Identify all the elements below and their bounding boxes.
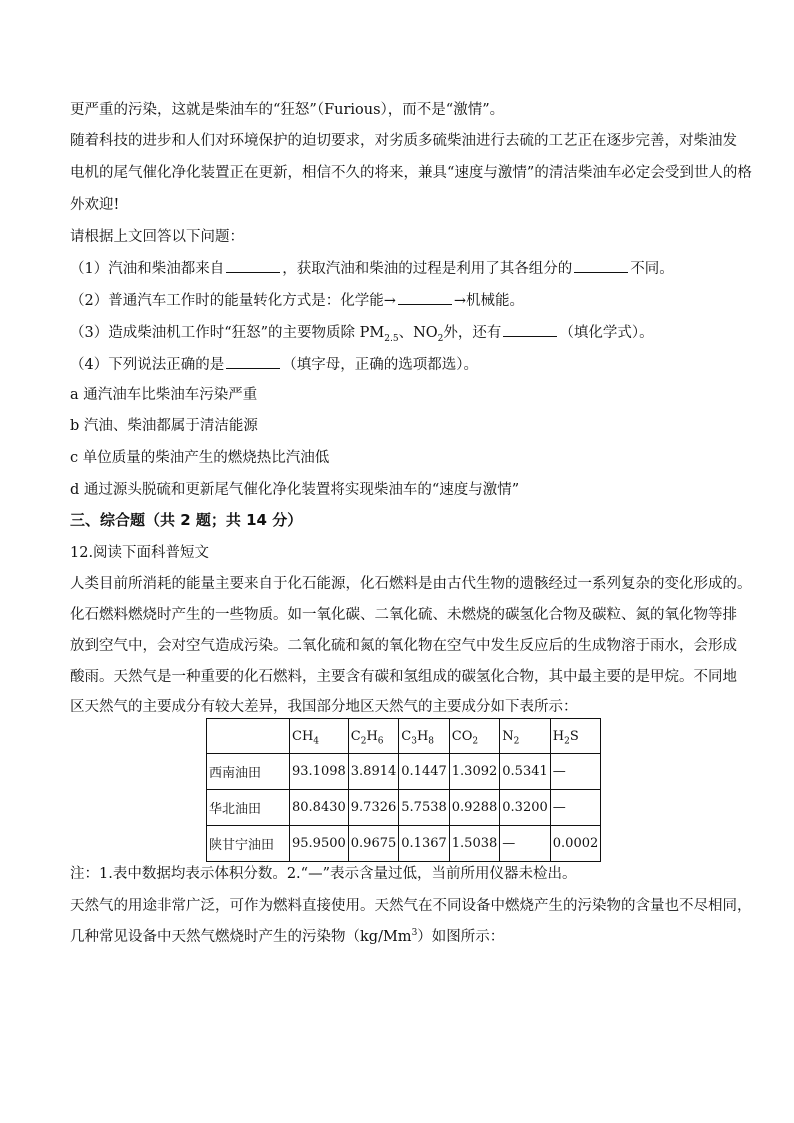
option-a: a 通汽油车比柴油车污染严重 [70,387,258,403]
option-d: d 通过源头脱硫和更新尾气催化净化装置将实现柴油车的“速度与激情” [70,482,520,498]
question-3: （3）造成柴油机工作时“狂怒”的主要物质除 $PM_{2.5}$、$NO_2$外，还有 （填化学式）。 [70,322,654,343]
paragraph-line: 电机的尾气催化净化装置正在更新，相信不久的将来，兼具“速度与激情”的清洁柴油车必定会受到世人的格 [70,165,752,181]
table-header-cell: $H_2S$ [550,719,601,754]
paragraph-line: 几种常见设备中天然气燃烧时产生的污染物（kg/Mm$^3$）如图所示： [70,928,505,945]
passage-line: 酸雨。天然气是一种重要的化石燃料，主要含有碳和氢组成的碳氢化合物，其中最主要的是甲烷。不同地 [70,669,737,685]
answer-blank[interactable] [226,354,280,369]
paragraph-line: 更严重的污染，这就是柴油车的“狂怒”（Furious），而不是“激情”。 [70,102,505,118]
answer-blank[interactable] [226,258,280,273]
question-1: （1）汽油和柴油都来自 ，获取汽油和柴油的过程是利用了其各组分的 不同。 [70,258,674,279]
paragraph-line: 请根据上文回答以下问题： [70,229,244,245]
answer-blank[interactable] [503,322,557,337]
answer-blank[interactable] [398,290,452,305]
passage-line: 区天然气的主要成分有较大差异，我国部分地区天然气的主要成分如下表所示： [70,699,578,715]
table-header-cell: $C_3H_8$ [399,719,450,754]
paragraph-line: 外欢迎! [70,197,120,213]
passage-line: 化石燃料燃烧时产生的一些物质。如一氧化碳、二氧化硫、未燃烧的碳氢化合物及碳粒、氮的氧化物等排 [70,607,737,623]
table-header-cell: $CH_4$ [290,719,349,754]
table-header-cell [207,719,290,754]
table-header-cell: $N_2$ [500,719,551,754]
option-c: c 单位质量的柴油产生的燃烧热比汽油低 [70,450,330,466]
table-note: 注：1.表中数据均表示体积分数。2.“—”表示含量过低，当前所用仪器未检出。 [70,866,577,882]
section-heading: 三、综合题（共 2 题；共 14 分） [70,511,303,529]
passage-line: 放到空气中，会对空气造成污染。二氧化硫和氮的氧化物在空气中发生反应后的生成物溶于雨水，会形成 [70,638,737,654]
natural-gas-composition-table [206,718,601,862]
table-row: 西南油田 93.1098 3.8914 0.1447 1.3092 0.5341 — [207,754,601,790]
option-b: b 汽油、柴油都属于清洁能源 [70,418,258,434]
table-row: 华北油田 80.8430 9.7326 5.7538 0.9288 0.3200 — [207,790,601,826]
question-12-title: 12.阅读下面科普短文 [70,545,210,561]
table-header-row [207,719,601,754]
paragraph-line: 随着科技的进步和人们对环境保护的迫切要求，对劣质多硫柴油进行去硫的工艺正在逐步完善，对柴油发 [70,133,737,149]
answer-blank[interactable] [574,258,628,273]
paragraph-line: 天然气的用途非常广泛，可作为燃料直接使用。天然气在不同设备中燃烧产生的污染物的含量也不尽相同， [70,898,752,914]
table-header-cell: $CO_2$ [449,719,500,754]
table-row: 陕甘宁油田 95.9500 0.9675 0.1367 1.5038 — 0.0002 [207,826,601,862]
table-header-cell: $C_2H_6$ [348,719,399,754]
passage-line: 人类目前所消耗的能量主要来自于化石能源，化石燃料是由古代生物的遗骸经过一系列复杂的变化形成的。 [70,576,752,592]
question-2: （2）普通汽车工作时的能量转化方式是：化学能→ →机械能。 [70,290,524,311]
question-4: （4）下列说法正确的是 （填字母，正确的选项都选）。 [70,354,478,375]
